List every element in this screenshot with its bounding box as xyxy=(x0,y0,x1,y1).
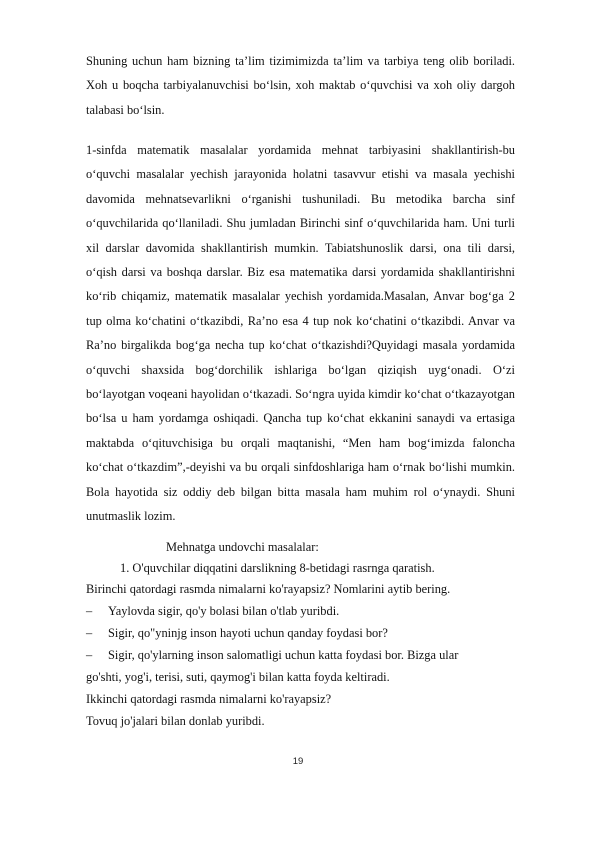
list-item xyxy=(86,647,458,663)
numbered-item: 1. O'quvchilar diqqatini darslikning 8-betidagi rasrnga qaratish. xyxy=(120,561,435,575)
list-item xyxy=(86,625,388,641)
intro-paragraph: Shuning uchun ham bizning ta’lim tizimimizda ta’lim va tarbiya teng olib boriladi. Xoh u boqcha tarbiyalanuvchisi bo‘lsin, xoh maktab o‘quvchisi va xoh oliy dargoh talabasi bo‘lsin. xyxy=(86,54,515,117)
page-number: 19 xyxy=(292,756,304,767)
continuation-line: go'shti, yog'i, terisi, suti, qaymog'i bilan katta foyda keltiradi. xyxy=(86,670,390,684)
question-first-row: Birinchi qatordagi rasmda nimalarni ko'rayapsiz? Nomlarini aytib bering. xyxy=(86,582,451,596)
dash-bullet: – xyxy=(86,604,93,618)
method-paragraph: 1-sinfda matematik masalalar yordamida mehnat tarbiyasini shakllantirish-bu o‘quvchi masalalar yechish jarayonida holatni tasavvur etishi va masala yechishi davomida mehnatsevarlikni o‘rganishi tushuniladi. Bu metodika barcha sinf o‘quvchilarida qo‘llaniladi. Shu jumladan Birinchi sinf o‘quvchilarida ham. Uni turli xil darslar davomida shakllantirish mumkin. Tabiatshunoslik darsi, ona tili darsi, o‘qish darsi va boshqa darslar. Biz esa matematika darsi yordamida shakllantirishni ko‘rib chiqamiz, matematik masalalar yechish yordamida.Masalan, Anvar bog‘ga 2 tup olma ko‘chatini o‘tkazibdi, Ra’no esa 4 tup nok ko‘chatini o‘tkazibdi. Anvar va Ra’no birgalikda bog‘ga necha tup ko‘chat o‘tkazishdi?Quyidagi masala yordamida o‘quvchi shaxsida bog‘dorchilik ishlariga bo‘lgan qiziqish uyg‘onadi. O‘zi bo‘layotgan voqeani hayolidan o‘tkazadi. So‘ngra uyida kimdir ko‘chat o‘tkazayotgan bo‘lsa u ham yordamga oshiqadi. Qancha tup ko‘chat ekkanini sanaydi va ertasiga maktabda o‘qituvchisiga bu orqali maqtanishi, “Men ham bog‘imizda faloncha ko‘chat o‘tkazdim”,-deyishi va bu orqali sinfdoshlariga ham o‘rnak bo‘lishi mumkin. Bola hayotida siz oddiy deb bilgan bitta masala ham muhim rol o‘ynaydi. Shuni unutmaslik lozim. xyxy=(86,143,515,524)
section-heading: Mehnatga undovchi masalalar: xyxy=(166,540,319,554)
dash-bullet: – xyxy=(86,648,93,662)
list-item-text: Sigir, qo"yninjg inson hayoti uchun qanday foydasi bor? xyxy=(108,626,388,640)
list-item-text: Sigir, qo'ylarning inson salomatligi uchun katta foydasi bor. Bizga ular xyxy=(108,648,459,662)
dash-bullet: – xyxy=(86,626,93,640)
answer-second-row: Tovuq jo'jalari bilan donlab yuribdi. xyxy=(86,714,265,728)
list-item xyxy=(86,603,339,619)
question-second-row: Ikkinchi qatordagi rasmda nimalarni ko'rayapsiz? xyxy=(86,692,332,706)
list-item-text: Yaylovda sigir, qo'y bolasi bilan o'tlab yuribdi. xyxy=(108,604,340,618)
